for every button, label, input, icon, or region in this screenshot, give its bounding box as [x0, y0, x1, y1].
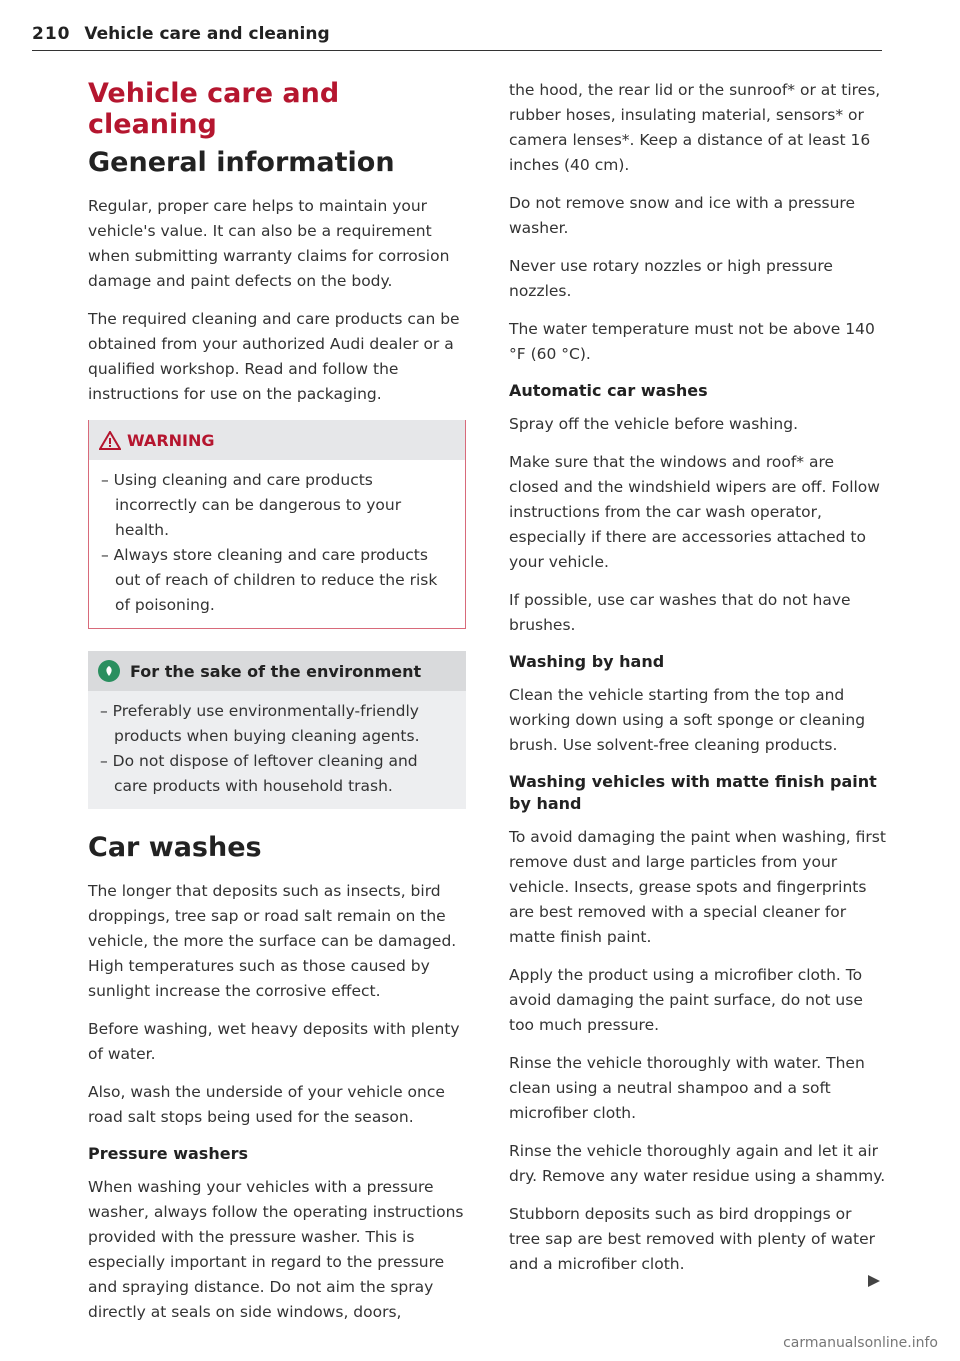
warning-item: – Always store cleaning and care products out of reach of children to reduce the risk of poisoning. [101, 546, 438, 614]
general-heading: General information [88, 147, 395, 178]
warning-box [88, 420, 466, 629]
pressure-paragraph-continued: the hood, the rear lid or the sunroof* or at tires, rubber hoses, insulating material, sensors* or camera lenses*. Keep a distance of at least 16 inches (40 cm). [509, 81, 881, 174]
environment-box [88, 651, 466, 809]
environment-icon [98, 660, 120, 682]
environment-item: – Do not dispose of leftover cleaning and care products with household trash. [100, 752, 418, 795]
temperature-paragraph: The water temperature must not be above 140 °F (60 °C). [509, 320, 875, 363]
footer-watermark: carmanualsonline.info [783, 1335, 938, 1351]
environment-list [88, 691, 466, 809]
car-washes-heading: Car washes [88, 832, 262, 863]
car-washes-paragraph-3: Also, wash the underside of your vehicle once road salt stops being used for the season. [88, 1083, 445, 1126]
environment-title [88, 651, 466, 691]
page-header [32, 24, 882, 51]
matte-paragraph-1: To avoid damaging the paint when washing, first remove dust and large particles from your vehicle. Insects, grease spots and fingerprints are best removed with a special cleaner for matte finish paint. [509, 828, 886, 946]
automatic-paragraph-3: If possible, use car washes that do not have brushes. [509, 591, 851, 634]
warning-list [89, 460, 465, 628]
environment-label: For the sake of the environment [130, 661, 422, 681]
car-washes-paragraph-2: Before washing, wet heavy deposits with plenty of water. [88, 1020, 460, 1063]
matte-paragraph-4: Rinse the vehicle thoroughly again and let it air dry. Remove any water residue using a shammy. [509, 1142, 886, 1185]
warning-item: – Using cleaning and care products incorrectly can be dangerous to your health. [101, 471, 402, 539]
warning-label: WARNING [127, 430, 215, 450]
matte-paragraph-2: Apply the product using a microfiber cloth. To avoid damaging the paint surface, do not use too much pressure. [509, 966, 863, 1034]
pressure-washers-heading: Pressure washers [88, 1144, 248, 1163]
warning-title [89, 420, 465, 460]
left-column [88, 78, 466, 1338]
car-washes-paragraph-1: The longer that deposits such as insects, bird droppings, tree sap or road salt remain on the vehicle, the more the surface can be damaged. High temperatures such as those caused by sunlight increase the corrosive effect. [88, 882, 457, 1000]
automatic-car-washes-heading: Automatic car washes [509, 381, 708, 400]
general-paragraph-1: Regular, proper care helps to maintain your vehicle's value. It can also be a requirement when submitting warranty claims for corrosion damage and paint defects on the body. [88, 197, 450, 290]
nozzles-paragraph: Never use rotary nozzles or high pressure nozzles. [509, 257, 833, 300]
matte-paragraph-5: Stubborn deposits such as bird droppings or tree sap are best removed with plenty of water and a microfiber cloth. [509, 1205, 876, 1273]
continue-arrow-icon [866, 1274, 882, 1288]
matte-paragraph-3: Rinse the vehicle thoroughly with water. Then clean using a neutral shampoo and a soft microfiber cloth. [509, 1054, 865, 1122]
chapter-title: Vehicle care and cleaning [88, 78, 340, 140]
right-column [509, 78, 887, 1290]
washing-by-hand-paragraph: Clean the vehicle starting from the top and working down using a soft sponge or cleaning brush. Use solvent-free cleaning products. [509, 686, 866, 754]
general-paragraph-2: The required cleaning and care products can be obtained from your authorized Audi dealer or a qualified workshop. Read and follow the instructions for use on the packaging. [88, 310, 460, 403]
warning-triangle-icon [99, 431, 121, 450]
automatic-paragraph-2: Make sure that the windows and roof* are closed and the windshield wipers are off. Follow instructions from the car wash operator, especially if there are accessories attached to your vehicle. [509, 453, 880, 571]
washing-by-hand-heading: Washing by hand [509, 652, 665, 671]
pressure-washers-paragraph: When washing your vehicles with a pressure washer, always follow the operating instructions provided with the pressure washer. This is especially important in regard to the pressure and spraying distance. Do not aim the spray directly at seals on side windows, doors, [88, 1178, 464, 1321]
environment-item: – Preferably use environmentally-friendly products when buying cleaning agents. [100, 702, 420, 745]
matte-finish-heading: Washing vehicles with matte finish paint by hand [509, 772, 877, 813]
page-number: 210 [32, 24, 71, 44]
automatic-paragraph-1: Spray off the vehicle before washing. [509, 415, 799, 433]
section-title: Vehicle care and cleaning [84, 24, 330, 44]
snow-ice-paragraph: Do not remove snow and ice with a pressure washer. [509, 194, 855, 237]
